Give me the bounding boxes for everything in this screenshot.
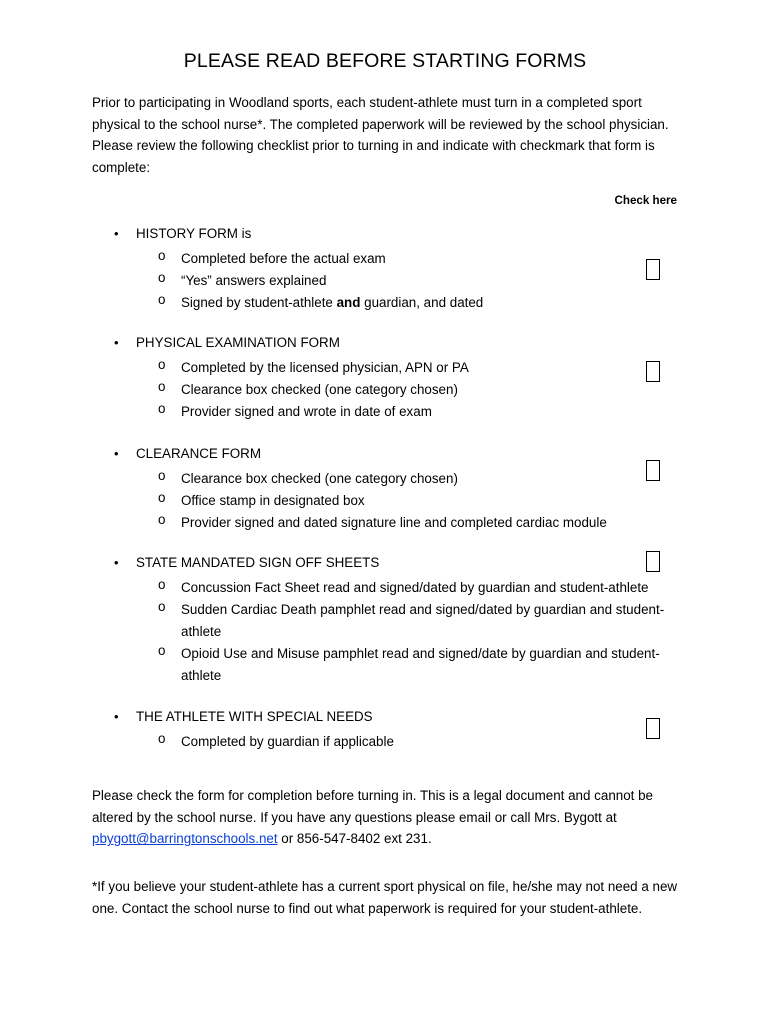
bullet: • [114,335,119,350]
checkbox-state-mandated-sheets[interactable] [646,551,660,572]
item-text: Provider signed and dated signature line and completed cardiac module [181,515,607,530]
sub-bullet: o [158,468,166,483]
section-title: HISTORY FORM is [136,226,252,241]
closing-text: Please check the form for completion before turning in. This is a legal document and cannot be altered by the school nurse. If you have any questions please email or call Mrs. Bygott at [92,788,653,825]
sub-bullet: o [158,731,166,746]
item-text: Office stamp in designated box [181,493,365,508]
item-text: Clearance box checked (one category chosen) [181,382,458,397]
item-text: Opioid Use and Misuse pamphlet read and signed/date by guardian and student-athlete [181,646,660,683]
checkbox-special-needs[interactable] [646,718,660,739]
bullet: • [114,555,119,570]
sub-bullet: o [158,379,166,394]
section-title: PHYSICAL EXAMINATION FORM [136,335,340,350]
item-text: Clearance box checked (one category chosen) [181,471,458,486]
sub-bullet: o [158,512,166,527]
footnote-paragraph: *If you believe your student-athlete has a current sport physical on file, he/she may not need a new one. Contact the school nurse to find out what paperwork is required for your student-athlete. [92,879,678,916]
email-link[interactable]: pbygott@barringtonschools.net [92,831,278,847]
item-text: “Yes” answers explained [181,273,327,288]
item-text: Completed by the licensed physician, APN or PA [181,360,469,375]
sub-bullet: o [158,248,166,263]
section-title: CLEARANCE FORM [136,446,261,461]
item-text: Signed by student-athlete and guardian, and dated [181,295,484,310]
checkbox-physical-exam-form[interactable] [646,361,660,382]
intro-paragraph: Prior to participating in Woodland sports, each student-athlete must turn in a completed sport physical to the school nurse*. The completed paperwork will be reviewed by the school physician. Please review the following checklist prior to turning in and indicate with checkmark that form is complete: [92,95,669,176]
sub-bullet: o [158,577,166,592]
item-text: Provider signed and wrote in date of exam [181,404,432,419]
sub-bullet: o [158,599,166,614]
item-text: Completed by guardian if applicable [181,734,394,749]
page-title: PLEASE READ BEFORE STARTING FORMS [183,50,587,72]
bullet: • [114,226,119,241]
bullet: • [114,446,119,461]
checkbox-clearance-form[interactable] [646,460,660,481]
item-text: Completed before the actual exam [181,251,386,266]
section-title: THE ATHLETE WITH SPECIAL NEEDS [136,709,373,724]
sub-bullet: o [158,292,166,307]
closing-phone-text: or 856-547-8402 ext 231. [277,831,432,847]
bullet: • [114,709,119,724]
check-here-label: Check here [614,194,677,207]
item-text: Sudden Cardiac Death pamphlet read and signed/dated by guardian and student-athlete [181,602,665,639]
sub-bullet: o [158,490,166,505]
closing-paragraph [92,785,692,850]
item-text: Concussion Fact Sheet read and signed/dated by guardian and student-athlete [181,580,649,595]
sub-bullet: o [158,270,166,285]
sub-bullet: o [158,357,166,372]
section-title: STATE MANDATED SIGN OFF SHEETS [136,555,380,570]
sub-bullet: o [158,643,166,658]
sub-bullet: o [158,401,166,416]
checkbox-history-form[interactable] [646,259,660,280]
